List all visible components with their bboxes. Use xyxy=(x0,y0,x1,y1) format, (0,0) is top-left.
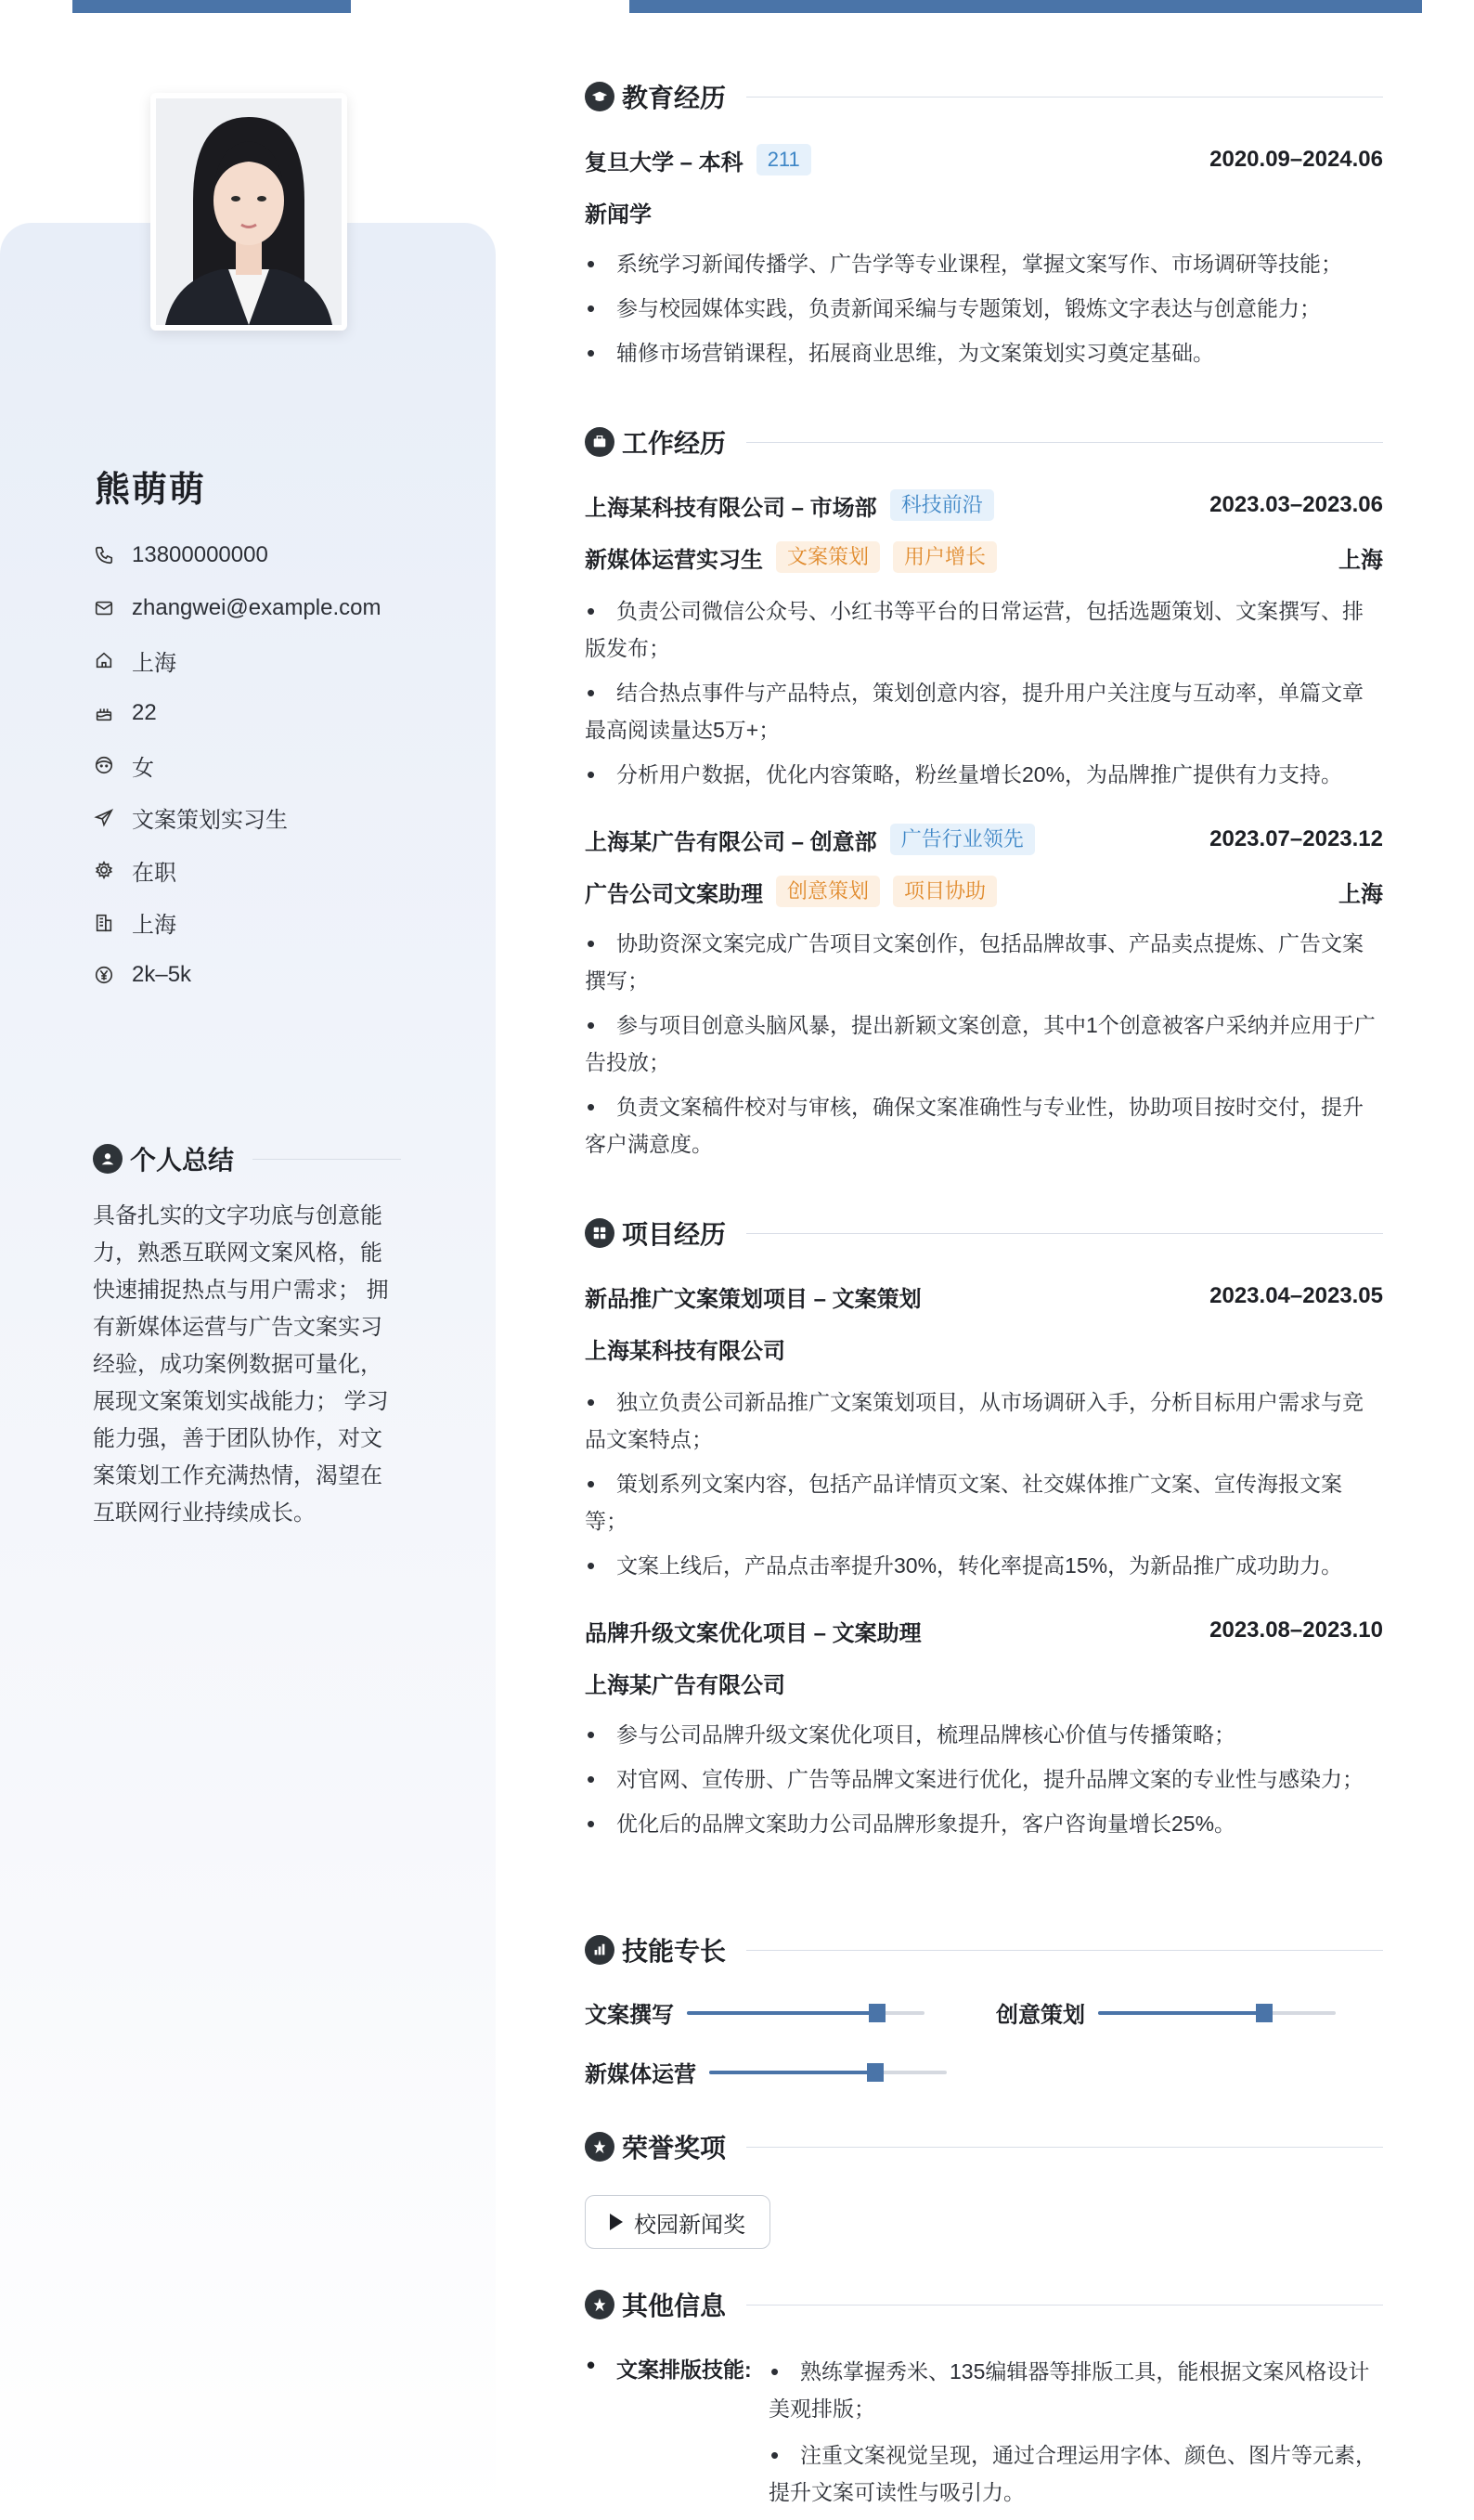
job-2-header xyxy=(585,821,1383,858)
skill-bar-fill xyxy=(687,2011,877,2015)
user-circle-icon xyxy=(93,1144,123,1174)
job-2-role-row xyxy=(585,873,1383,910)
job-2-company-tag: 广告行业领先 xyxy=(890,824,1035,855)
status-text: 在职 xyxy=(132,860,176,886)
bar-chart-icon xyxy=(585,1935,614,1965)
skills-title: 技能专长 xyxy=(622,1937,727,1966)
job-1-company-tag: 科技前沿 xyxy=(890,489,994,521)
school-tag: 211 xyxy=(756,144,811,175)
project-2-date: 2023.08–2023.10 xyxy=(1209,1617,1383,1643)
list-item: • 系统学习新闻传播学、广告学等专业课程，掌握文案写作、市场调研等技能； xyxy=(585,245,1383,282)
age-text: 22 xyxy=(132,699,157,725)
education-date: 2020.09–2024.06 xyxy=(1209,147,1383,172)
top-accent-bar-left xyxy=(72,0,351,13)
skill-label: 创意策划 xyxy=(996,2003,1085,2028)
major-name: 新闻学 xyxy=(585,201,652,227)
gender-text: 女 xyxy=(132,755,154,781)
mail-icon xyxy=(93,597,115,619)
project-1-name: 新品推广文案策划项目 – 文案策划 xyxy=(585,1286,922,1312)
summary-heading xyxy=(93,1140,401,1177)
portrait-image xyxy=(156,98,342,325)
location-text: 上海 xyxy=(132,650,176,676)
project-2-header xyxy=(585,1612,1383,1649)
skill-new-media xyxy=(585,2056,947,2088)
info-gender xyxy=(93,739,381,792)
job-1-role-tag: 文案策划 xyxy=(776,541,880,573)
list-item: • 辅修市场营销课程，拓展商业思维，为文案策划实习奠定基础。 xyxy=(585,334,1383,371)
skill-label: 文案撰写 xyxy=(585,2003,674,2028)
grid-icon xyxy=(585,1218,614,1248)
work-title: 工作经历 xyxy=(622,429,727,458)
project-2-name: 品牌升级文案优化项目 – 文案助理 xyxy=(585,1620,922,1646)
other-title: 其他信息 xyxy=(622,2292,727,2320)
list-item: • 文案上线后，产品点击率提升30%，转化率提高15%，为新品推广成功助力。 xyxy=(585,1547,1383,1584)
skill-bar-fill xyxy=(1098,2011,1264,2015)
job-2-company: 上海某广告有限公司 – 创意部 xyxy=(585,829,877,855)
star-badge-icon xyxy=(585,2290,614,2319)
job-1-role-row xyxy=(585,539,1383,576)
list-item: • 参与公司品牌升级文案优化项目，梳理品牌核心价值与传播策略； xyxy=(585,1716,1383,1753)
project-2-org: 上海某广告有限公司 xyxy=(585,1672,785,1698)
list-item: • 分析用户数据，优化内容策略，粉丝量增长20%，为品牌推广提供有力支持。 xyxy=(585,756,1383,793)
email-text: zhangwei@example.com xyxy=(132,594,381,620)
education-bullets xyxy=(585,245,1383,379)
job-1-role-tag: 用户增长 xyxy=(893,541,997,573)
yuan-coin-icon xyxy=(93,964,115,986)
phone-icon xyxy=(93,544,115,566)
skill-bar-fill xyxy=(709,2071,875,2074)
person-face-icon xyxy=(93,754,115,776)
job-1-role: 新媒体运营实习生 xyxy=(585,547,763,573)
project-1-org-row xyxy=(585,1330,1383,1367)
other-divider xyxy=(746,2305,1383,2306)
summary-title: 个人总结 xyxy=(130,1146,235,1175)
info-salary xyxy=(93,949,381,1002)
project-1-bullets xyxy=(585,1383,1383,1591)
project-1-header xyxy=(585,1278,1383,1315)
projects-divider xyxy=(746,1233,1383,1234)
major-row xyxy=(585,193,1383,230)
list-item: • 对官网、宣传册、广告等品牌文案进行优化，提升品牌文案的专业性与感染力； xyxy=(585,1760,1383,1798)
list-item: • 策划系列文案内容，包括产品详情页文案、社交媒体推广文案、宣传海报文案等； xyxy=(585,1465,1383,1539)
awards-heading xyxy=(585,2128,1383,2165)
list-item: • 参与校园媒体实践，负责新闻采编与专题策划，锻炼文字表达与创意能力； xyxy=(585,290,1383,327)
list-item: • 注重文案视觉呈现，通过合理运用字体、颜色、图片等元素，提升文案可读性与吸引力。 xyxy=(769,2436,1383,2511)
job-2-date: 2023.07–2023.12 xyxy=(1209,826,1383,851)
profile-photo xyxy=(150,93,347,331)
info-status xyxy=(93,844,381,897)
work-heading xyxy=(585,423,1383,461)
job-1-date: 2023.03–2023.06 xyxy=(1209,492,1383,517)
project-1-date: 2023.04–2023.05 xyxy=(1209,1283,1383,1308)
award-label: 校园新闻奖 xyxy=(634,2212,745,2238)
job-2-role-tag: 项目协助 xyxy=(893,876,997,907)
info-phone xyxy=(93,529,381,582)
job-2-role-tag: 创意策划 xyxy=(776,876,880,907)
other-heading xyxy=(585,2286,1383,2323)
graduation-cap-icon xyxy=(585,82,614,111)
skill-bar-knob xyxy=(869,2004,886,2022)
work-divider xyxy=(746,442,1383,443)
candidate-name: 熊萌萌 xyxy=(95,471,207,510)
project-1-org: 上海某科技有限公司 xyxy=(585,1338,785,1364)
home-icon xyxy=(93,649,115,671)
list-item: • 负责文案稿件校对与审核，确保文案准确性与专业性，协助项目按时交付，提升客户满意度。 xyxy=(585,1088,1383,1163)
job-2-bullets xyxy=(585,925,1383,1170)
target-job-text: 文案策划实习生 xyxy=(132,808,288,834)
list-item: • 负责公司微信公众号、小红书等平台的日常运营，包括选题策划、文案撰写、排版发布； xyxy=(585,592,1383,667)
project-2-org-row xyxy=(585,1664,1383,1701)
skills-heading xyxy=(585,1931,1383,1968)
education-heading xyxy=(585,78,1383,115)
skill-label: 新媒体运营 xyxy=(585,2062,696,2087)
list-item: • 协助资深文案完成广告项目文案创作，包括品牌故事、产品卖点提炼、广告文案撰写； xyxy=(585,925,1383,999)
education-title: 教育经历 xyxy=(622,84,727,112)
project-2-bullets xyxy=(585,1716,1383,1850)
info-age xyxy=(93,687,381,740)
list-item: • 优化后的品牌文案助力公司品牌形象提升，客户咨询量增长25%。 xyxy=(585,1805,1383,1842)
summary-divider xyxy=(252,1159,401,1160)
skill-bar xyxy=(1098,2011,1336,2015)
list-item: • 熟练掌握秀米、135编辑器等排版工具，能根据文案风格设计美观排版； xyxy=(769,2353,1383,2427)
skills-divider xyxy=(746,1950,1383,1951)
job-1-header xyxy=(585,487,1383,524)
education-row xyxy=(585,141,1383,178)
target-city-text: 上海 xyxy=(132,913,176,939)
cake-icon xyxy=(93,702,115,724)
skill-bar-knob xyxy=(867,2063,884,2082)
play-triangle-icon xyxy=(610,2214,623,2230)
job-1-city: 上海 xyxy=(1338,547,1383,573)
job-1-bullets xyxy=(585,592,1383,800)
list-item: • 参与项目创意头脑风暴，提出新颖文案创意，其中1个创意被客户采纳并应用于广告投放； xyxy=(585,1007,1383,1081)
projects-heading xyxy=(585,1215,1383,1252)
job-2-city: 上海 xyxy=(1338,881,1383,907)
award-item-button[interactable] xyxy=(585,2195,770,2249)
send-icon xyxy=(93,807,115,829)
awards-divider xyxy=(746,2147,1383,2148)
phone-text: 13800000000 xyxy=(132,542,268,568)
other-key: • 文案排版技能: xyxy=(585,2353,752,2384)
building-icon xyxy=(93,912,115,934)
other-bullets xyxy=(769,2353,1383,2520)
info-target-city xyxy=(93,897,381,950)
job-2-role: 广告公司文案助理 xyxy=(585,881,763,907)
job-1-company: 上海某科技有限公司 – 市场部 xyxy=(585,495,877,521)
list-item: • 独立负责公司新品推广文案策划项目，从市场调研入手，分析目标用户需求与竞品文案特点； xyxy=(585,1383,1383,1458)
top-accent-bar-right xyxy=(629,0,1422,13)
salary-text: 2k–5k xyxy=(132,962,192,988)
projects-title: 项目经历 xyxy=(622,1220,727,1249)
award-icon xyxy=(585,2132,614,2162)
awards-title: 荣誉奖项 xyxy=(622,2134,727,2163)
list-item: • 结合热点事件与产品特点，策划创意内容，提升用户关注度与互动率，单篇文章最高阅读量达5万+； xyxy=(585,674,1383,748)
skill-bar xyxy=(687,2011,924,2015)
skill-bar-knob xyxy=(1256,2004,1273,2022)
briefcase-icon xyxy=(585,427,614,457)
info-target-job xyxy=(93,792,381,845)
settings-icon xyxy=(93,859,115,881)
info-email xyxy=(93,582,381,635)
skill-copywriting xyxy=(585,1996,924,2029)
school-name: 复旦大学 – 本科 xyxy=(585,149,743,175)
skill-creative xyxy=(996,1996,1336,2029)
skill-bar xyxy=(709,2071,947,2074)
contact-info-list xyxy=(93,529,381,1002)
info-location xyxy=(93,634,381,687)
summary-text: 具备扎实的文字功底与创意能力，熟悉互联网文案风格，能快速捕捉热点与用户需求； 拥有新媒体运营与广告文案实习经验，成功案例数据可量化，展现文案策划实战能力； 学习能力强，善于团队协作，对文案策划工作充满热情，渴望在互联网行业持续成长。 xyxy=(93,1203,389,1526)
